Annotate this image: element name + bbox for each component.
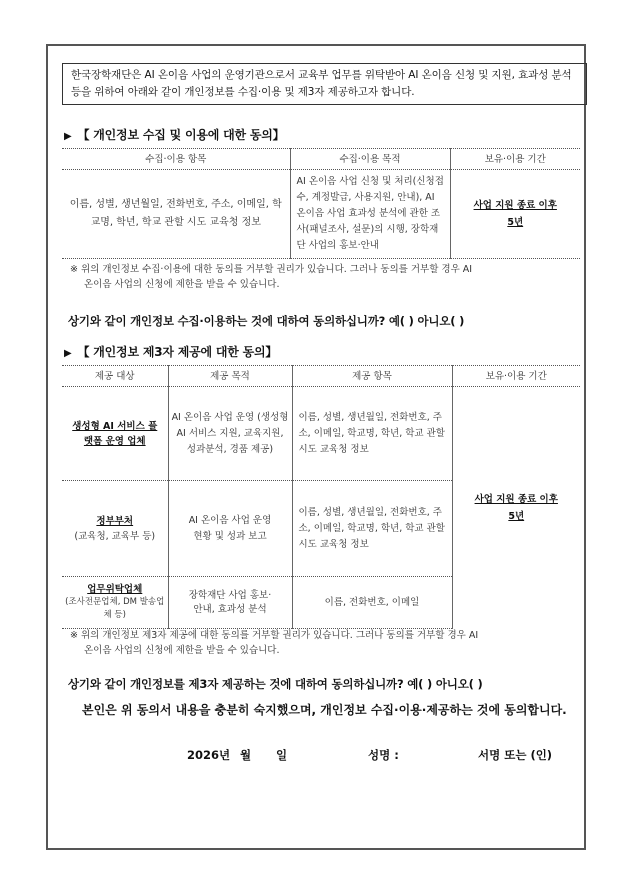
header-provide-items: 제공 항목 xyxy=(292,366,452,387)
sign-label: 서명 또는 (인) xyxy=(478,748,553,762)
items-cell: 이름, 전화번호, 이메일 xyxy=(292,577,452,629)
target-main: 업무위탁업체 xyxy=(87,584,143,595)
target-sub: (조사전문업체, DM 발송업체 등) xyxy=(65,597,165,620)
declaration-text: 본인은 위 동의서 내용을 충분히 숙지했으며, 개인정보 수집·이용·제공하는 것에 동의합니다. xyxy=(82,703,567,717)
period-line1: 사업 지원 종료 이후 xyxy=(474,493,558,505)
period-line2: 5년 xyxy=(508,510,525,522)
intro-text: 한국장학재단은 AI 온이음 사업의 운영기관으로서 교육부 업무를 위탁받아 AI 온이음 신청 및 지원, 효과성 분석 등을 위하여 아래와 같이 개인정보를 수집·이용 및 제3자 제공하고자 합니다. xyxy=(71,69,572,98)
purpose-cell: AI 온이음 사업 운영 현황 및 성과 보고 xyxy=(168,481,292,577)
header-collect-items: 수집·이용 항목 xyxy=(62,149,290,170)
purpose-cell: 장학재단 사업 홍보·안내, 효과성 분석 xyxy=(168,577,292,629)
provision-table xyxy=(62,365,580,629)
items-cell: 이름, 성별, 생년월일, 전화번호, 주소, 이메일, 학교명, 학년, 학교 관할 시도 교육청 정보 xyxy=(292,481,452,577)
section1-note xyxy=(70,262,580,292)
section1-note-line1: ※ 위의 개인정보 수집·이용에 대한 동의를 거부할 권리가 있습니다. 그러나 동의를 거부할 경우 AI xyxy=(70,264,473,275)
items-cell: 이름, 성별, 생년월일, 전화번호, 주소, 이메일, 학교명, 학년, 학교 관할 시도 교육청 정보 xyxy=(292,387,452,481)
triangle-arrow-icon: ▶ xyxy=(64,348,72,359)
header-provide-target: 제공 대상 xyxy=(62,366,168,387)
target-cell xyxy=(62,577,168,629)
date-day: 일 xyxy=(276,748,288,762)
section1-question: 상기와 같이 개인정보 수집·이용하는 것에 대하여 동의하십니까? 예( ) 아니오( ) xyxy=(68,314,465,328)
collect-purpose-cell: AI 온이음 사업 신청 및 처리(신청접수, 계정발급, 사용지원, 안내), AI 온이음 사업 효과성 분석에 관한 조사(패널조사, 설문)의 시행, 장학재단 사업의 홍보·안내 xyxy=(290,170,450,259)
section1-title-text: 【 개인정보 수집 및 이용에 대한 동의】 xyxy=(77,128,285,142)
target-sub: (교육청, 교육부 등) xyxy=(74,530,156,542)
collect-items-cell: 이름, 성별, 생년월일, 전화번호, 주소, 이메일, 학교명, 학년, 학교 관할 시도 교육청 정보 xyxy=(62,170,290,259)
section2-note xyxy=(70,628,580,658)
section1-note-line2: 온이음 사업의 신청에 제한을 받을 수 있습니다. xyxy=(84,279,280,290)
target-main: 생성형 AI 서비스 플랫폼 운영 업체 xyxy=(72,420,158,447)
header-retention-period: 보유·이용 기간 xyxy=(450,149,580,170)
collection-table xyxy=(62,148,580,259)
collect-period-cell xyxy=(450,170,580,259)
section2-question: 상기와 같이 개인정보를 제3자 제공하는 것에 대하여 동의하십니까? 예( ) 아니오( ) xyxy=(68,677,483,691)
section2-note-line1: ※ 위의 개인정보 제3자 제공에 대한 동의를 거부할 권리가 있습니다. 그러나 동의를 거부할 경우 AI xyxy=(70,630,479,641)
target-cell xyxy=(62,481,168,577)
target-main: 정부부처 xyxy=(96,515,134,527)
section2-note-line2: 온이음 사업의 신청에 제한을 받을 수 있습니다. xyxy=(84,645,280,656)
section1-title xyxy=(64,126,284,143)
date-month: 월 xyxy=(240,748,252,762)
header-collect-purpose: 수집·이용 목적 xyxy=(290,149,450,170)
section2-title xyxy=(64,343,277,360)
target-cell xyxy=(62,387,168,481)
section2-title-text: 【 개인정보 제3자 제공에 대한 동의】 xyxy=(77,345,278,359)
name-label: 성명 : xyxy=(368,748,399,762)
header-provide-period: 보유·이용 기간 xyxy=(452,366,580,387)
triangle-arrow-icon: ▶ xyxy=(64,131,72,142)
period-line2: 5년 xyxy=(507,217,524,228)
period-line1: 사업 지원 종료 이후 xyxy=(473,200,557,211)
table-row xyxy=(62,387,580,481)
purpose-cell: AI 온이음 사업 운영 (생성형 AI 서비스 지원, 교육지원, 성과분석, 경품 제공) xyxy=(168,387,292,481)
date-year: 2026년 xyxy=(187,748,231,762)
intro-box xyxy=(62,63,587,105)
header-provide-purpose: 제공 목적 xyxy=(168,366,292,387)
provide-period-cell xyxy=(452,387,580,629)
